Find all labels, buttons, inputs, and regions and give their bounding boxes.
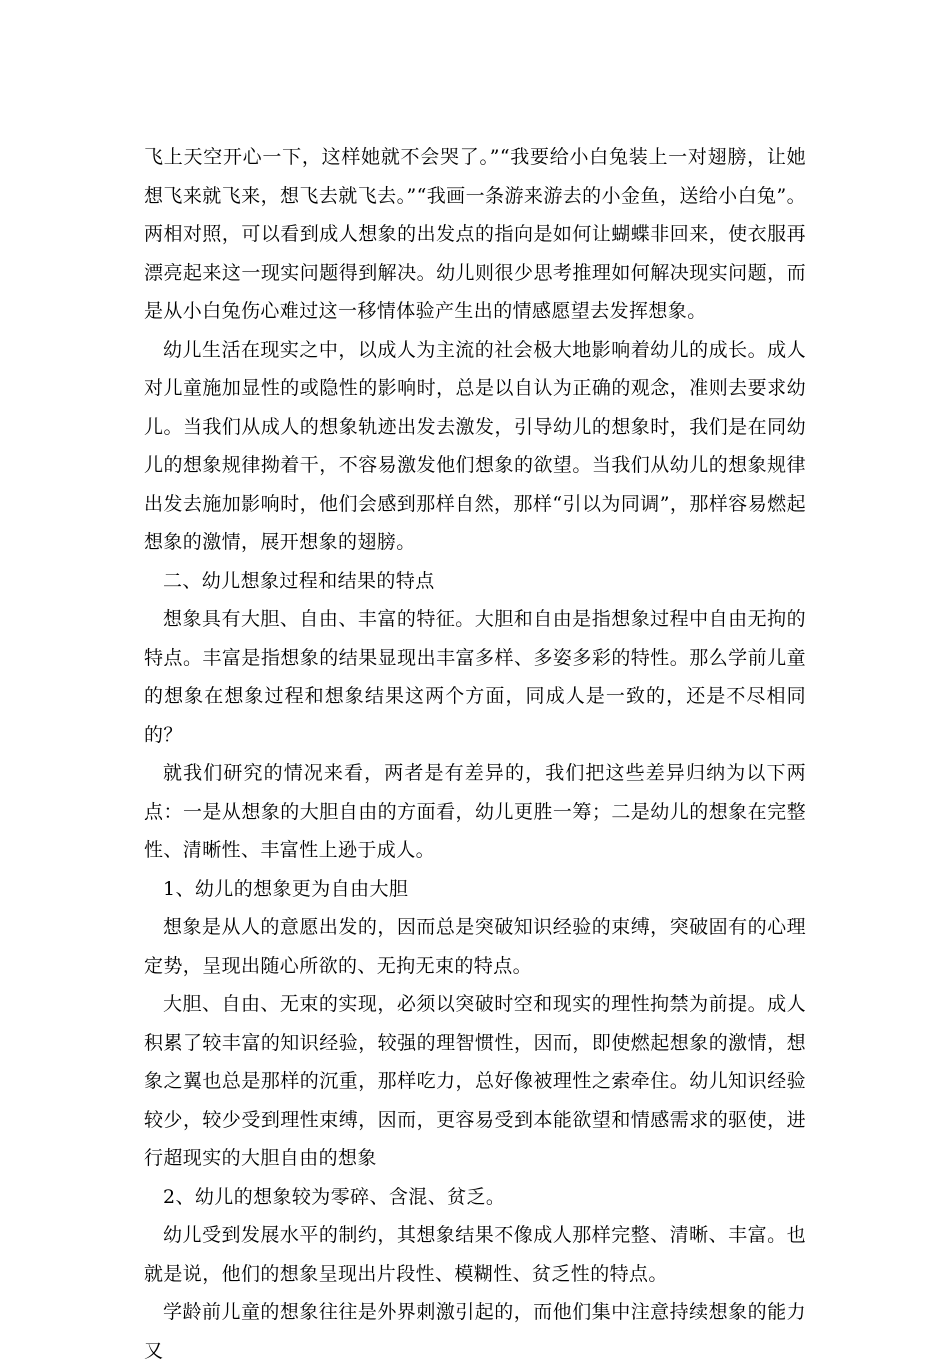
subheading-1: 1、幼儿的想象更为自由大胆: [163, 877, 409, 900]
section-heading-2: 二、幼儿想象过程和结果的特点: [163, 569, 435, 592]
paragraph-preschool-stimulus: 学龄前儿童的想象往往是外界刺激引起的，而他们集中注意持续想象的能力又: [144, 1301, 806, 1362]
paragraph-adult-influence: 幼儿生活在现实之中，以成人为主流的社会极大地影响着幼儿的成长。成人对儿童施加显性的或隐性的影响时，总是以自认为正确的观念，准则去要求幼儿。当我们从成人的想象轨迹出发去激发，引导幼儿的想象时，我们是在同幼儿的想象规律拗着干，不容易激发他们想象的欲望。当我们从幼儿的想象规律出发去施加影响时，他们会感到那样自然，那样“引以为同调”，那样容易燃起想象的激情，展开想象的翅膀。: [144, 338, 806, 553]
document-body: [144, 138, 806, 1370]
subheading-2: 2、幼儿的想象较为零碎、含混、贫乏。: [163, 1185, 506, 1208]
paragraph-differences: 就我们研究的情况来看，两者是有差异的，我们把这些差异归纳为以下两点：一是从想象的大胆自由的方面看，幼儿更胜一筹；二是幼儿的想象在完整性、清晰性、丰富性上逊于成人。: [144, 762, 806, 861]
paragraph-bold-free: 大胆、自由、无束的实现，必须以突破时空和现实的理性拘禁为前提。成人积累了较丰富的知识经验，较强的理智惯性，因而，即使燃起想象的激情，想象之翼也总是那样的沉重，那样吃力，总好像被理性之索牵住。幼儿知识经验较少，较少受到理性束缚，因而，更容易受到本能欲望和情感需求的驱使，进行超现实的大胆自由的想象: [144, 993, 806, 1169]
paragraph-will: 想象是从人的意愿出发的，因而总是突破知识经验的束缚，突破固有的心理定势，呈现出随心所欲的、无拘无束的特点。: [144, 916, 806, 977]
paragraph-development-limits: 幼儿受到发展水平的制约，其想象结果不像成人那样完整、清晰、丰富。也就是说，他们的想象呈现出片段性、模糊性、贫乏性的特点。: [144, 1224, 806, 1285]
paragraph-imagination-features: 想象具有大胆、自由、丰富的特征。大胆和自由是指想象过程中自由无拘的特点。丰富是指想象的结果显现出丰富多样、多姿多彩的特性。那么学前儿童的想象在想象过程和想象结果这两个方面，同成人是一致的，还是不尽相同的？: [144, 608, 806, 746]
paragraph-continuation: 飞上天空开心一下，这样她就不会哭了。”“我要给小白兔装上一对翅膀，让她想飞来就飞来，想飞去就飞去。”“我画一条游来游去的小金鱼，送给小白兔”。两相对照，可以看到成人想象的出发点的指向是如何让蝴蝶非回来，使衣服再漂亮起来这一现实问题得到解决。幼儿则很少思考推理如何解决现实问题，而是从小白兔伤心难过这一移情体验产生出的情感愿望去发挥想象。: [144, 146, 806, 322]
